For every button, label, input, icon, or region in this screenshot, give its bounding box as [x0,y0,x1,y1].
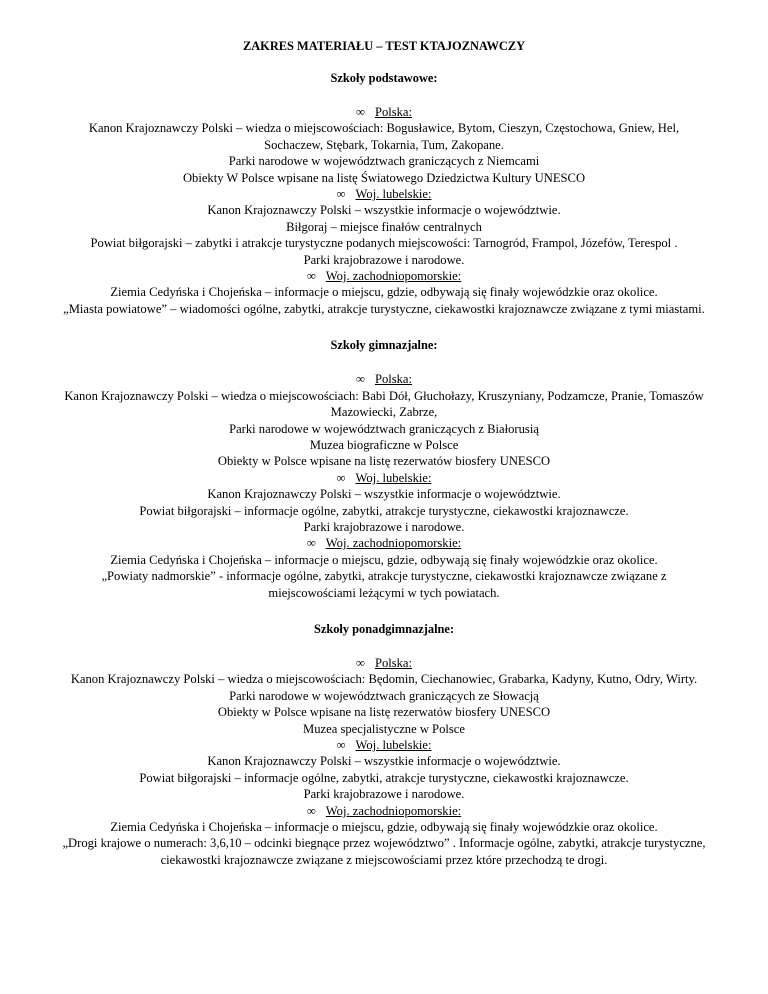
subsection-heading [58,371,710,387]
list-item: Parki narodowe w województwach graniczących ze Słowacją [229,688,539,703]
subsection-heading-text: Polska: [374,655,413,670]
list-item: Parki krajobrazowe i narodowe. [303,787,465,802]
subsection-heading-text: Woj. lubelskie: [355,738,432,752]
section [58,337,710,601]
list-item: Kanon Krajoznawczy Polski – wiedza o miejscowościach: Babi Dół, Głuchołazy, Kruszyniany, Podzamcze, Pranie, Tomaszów Mazowiecki, Zabrze, [64,388,704,420]
subsection [58,803,710,869]
subsection-heading [58,186,710,202]
list-item: Ziemia Cedyńska i Chojeńska – informacje o miejscu, gdzie, odbywają się finały wojewódzkie oraz okolice. [110,552,658,567]
subsection [58,737,710,803]
list-item: Obiekty w Polsce wpisane na listę rezerwatów biosfery UNESCO [217,705,551,720]
infinity-bullet-icon: ∞ [306,803,316,818]
infinity-bullet-icon: ∞ [306,269,316,284]
subsection-heading-text: Woj. zachodniopomorskie: [325,803,462,818]
sections-container [58,70,710,868]
subsection-heading [58,535,710,551]
list-item: Obiekty W Polsce wpisane na listę Światowego Dziedzictwa Kultury UNESCO [182,170,586,185]
infinity-bullet-icon: ∞ [336,187,346,202]
list-item: Muzea biograficzne w Polsce [309,437,459,452]
list-item: Kanon Krajoznawczy Polski – wszystkie informacje o województwie. [207,487,561,502]
infinity-bullet-icon: ∞ [306,536,316,551]
list-item: Powiat biłgorajski – informacje ogólne, zabytki, atrakcje turystyczne, ciekawostki krajoznawcze. [139,503,629,518]
list-item: Kanon Krajoznawczy Polski – wiedza o miejscowościach: Bogusławice, Bytom, Cieszyn, Częstochowa, Gniew, Hel, Sochaczew, Stębark, Tokarnia, Tum, Zakopane. [88,121,680,152]
subsection-heading-text: Polska: [374,372,413,387]
list-item: Parki narodowe w województwach graniczących z Niemcami [228,154,540,169]
subsection [58,470,710,536]
document-title: ZAKRES MATERIAŁU – TEST KTAJOZNAWCZY [242,39,526,53]
list-item: Powiat biłgorajski – informacje ogólne, zabytki, atrakcje turystyczne, ciekawostki krajoznawcze. [139,770,629,785]
subsection-heading [58,803,710,819]
subsection [58,268,710,317]
subsection [58,371,710,469]
infinity-bullet-icon: ∞ [336,738,346,752]
list-item: „Drogi krajowe o numerach: 3,6,10 – odcinki biegnące przez województwo” . Informacje ogólne, zabytki, atrakcje turystyczne, ciekawostki krajoznawcze związane z miejscowościami przez które przechodzą te drogi. [62,836,706,867]
subsection-heading-text: Polska: [374,105,413,119]
section [58,621,710,868]
subsection-heading [58,104,710,120]
list-item: Parki krajobrazowe i narodowe. [303,252,465,267]
subsection [58,535,710,601]
list-item: Parki krajobrazowe i narodowe. [303,519,465,534]
subsection [58,186,710,268]
section-title: Szkoły gimnazjalne: [330,338,438,353]
subsection-heading [58,268,710,284]
list-item: Kanon Krajoznawczy Polski – wiedza o miejscowościach: Będomin, Ciechanowiec, Grabarka, Kadyny, Kutno, Odry, Wirty. [70,672,698,687]
list-item: Powiat biłgorajski – zabytki i atrakcje turystyczne podanych miejscowości: Tarnogród, Frampol, Józefów, Terespol . [90,236,678,251]
list-item: Biłgoraj – miejsce finałów centralnych [286,219,482,234]
section-title: Szkoły ponadgimnazjalne: [313,621,455,636]
list-item: „Powiaty nadmorskie” - informacje ogólne, zabytki, atrakcje turystyczne, ciekawostki krajoznawcze związane z miejscowościami leżącymi w tych powiatach. [101,569,667,600]
subsection-heading [58,470,710,486]
list-item: Muzea specjalistyczne w Polsce [303,721,465,736]
infinity-bullet-icon: ∞ [355,655,365,670]
subsection-heading-text: Woj. zachodniopomorskie: [325,536,462,551]
section [58,70,710,317]
list-item: Kanon Krajoznawczy Polski – wszystkie informacje o województwie. [207,754,561,769]
list-item: „Miasta powiatowe” – wiadomości ogólne, zabytki, atrakcje turystyczne, ciekawostki krajoznawcze związane z tymi miastami. [63,301,705,316]
document-body [58,38,710,888]
infinity-bullet-icon: ∞ [336,470,346,485]
subsection-heading [58,737,710,753]
section-title: Szkoły podstawowe: [330,71,438,85]
subsection [58,104,710,186]
infinity-bullet-icon: ∞ [355,372,365,387]
list-item: Obiekty w Polsce wpisane na listę rezerwatów biosfery UNESCO [217,454,551,469]
list-item: Ziemia Cedyńska i Chojeńska – informacje o miejscu, gdzie, odbywają się finały wojewódzkie oraz okolice. [110,285,658,300]
subsection-heading-text: Woj. zachodniopomorskie: [325,269,462,284]
list-item: Parki narodowe w województwach graniczących z Białorusią [229,421,539,436]
list-item: Kanon Krajoznawczy Polski – wszystkie informacje o województwie. [207,203,561,218]
infinity-bullet-icon: ∞ [355,105,365,119]
subsection-heading-text: Woj. lubelskie: [355,470,432,485]
subsection [58,655,710,737]
list-item: Ziemia Cedyńska i Chojeńska – informacje o miejscu, gdzie, odbywają się finały wojewódzkie oraz okolice. [110,820,658,835]
subsection-heading-text: Woj. lubelskie: [355,187,432,202]
subsection-heading [58,655,710,671]
